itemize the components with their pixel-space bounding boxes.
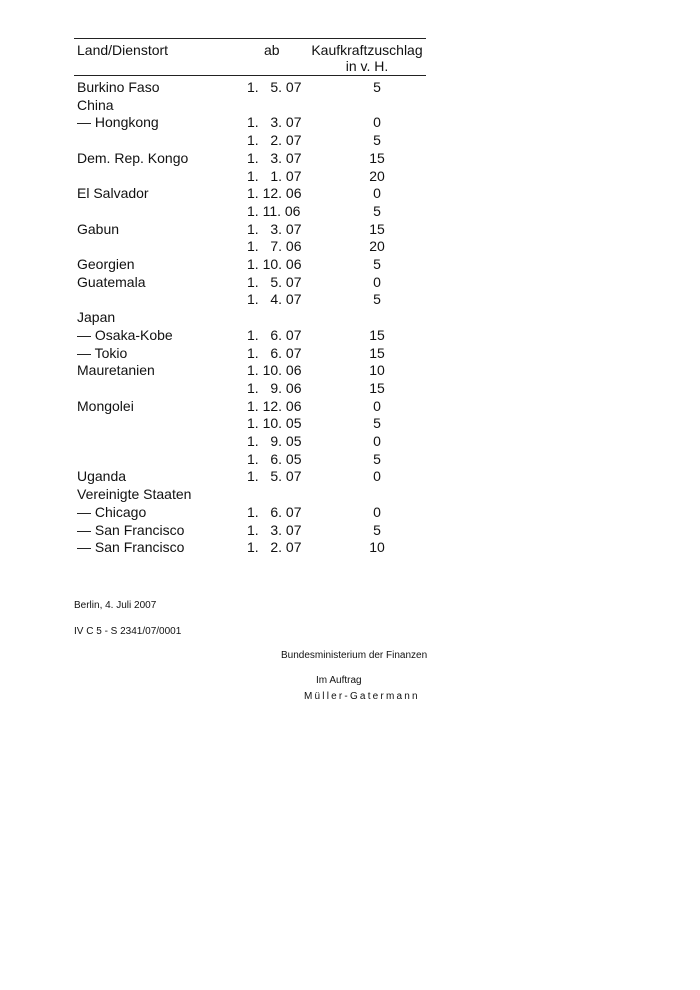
table-row bbox=[74, 202, 426, 220]
header-kkz bbox=[310, 42, 424, 74]
value-cell: 0 bbox=[373, 503, 381, 520]
table-row bbox=[74, 467, 426, 485]
table-row bbox=[74, 450, 426, 468]
value-cell: 15 bbox=[369, 220, 385, 237]
date-cell: 1. 3. 07 bbox=[247, 521, 302, 538]
date-cell: 1. 5. 07 bbox=[247, 273, 302, 290]
country-cell: — San Francisco bbox=[77, 521, 185, 538]
table-row bbox=[74, 361, 426, 379]
table-row bbox=[74, 379, 426, 397]
table-row bbox=[74, 432, 426, 450]
date-cell: 1. 3. 07 bbox=[247, 220, 302, 237]
table-row bbox=[74, 503, 426, 521]
table-row bbox=[74, 521, 426, 539]
value-cell: 0 bbox=[373, 114, 381, 131]
date-cell: 1. 1. 07 bbox=[247, 167, 302, 184]
value-cell: 5 bbox=[373, 415, 381, 432]
value-cell: 0 bbox=[373, 397, 381, 414]
table-row bbox=[74, 414, 426, 432]
date-cell: 1. 6. 07 bbox=[247, 344, 302, 361]
country-cell: — Chicago bbox=[77, 503, 147, 520]
header-date: ab bbox=[264, 42, 280, 58]
on-behalf-label: Im Auftrag bbox=[316, 675, 362, 686]
date-cell: 1. 10. 06 bbox=[247, 362, 302, 379]
value-cell: 0 bbox=[373, 468, 381, 485]
country-cell: — Osaka-Kobe bbox=[77, 326, 173, 343]
date-cell: 1. 6. 07 bbox=[247, 503, 302, 520]
table-row bbox=[74, 131, 426, 149]
date-cell: 1. 7. 06 bbox=[247, 238, 302, 255]
value-cell: 5 bbox=[373, 450, 381, 467]
date-cell: 1. 3. 07 bbox=[247, 114, 302, 131]
value-cell: 0 bbox=[373, 273, 381, 290]
place-date: Berlin, 4. Juli 2007 bbox=[74, 600, 157, 611]
country-cell: Georgien bbox=[77, 256, 135, 272]
date-cell: 1. 6. 05 bbox=[247, 450, 302, 467]
value-cell: 20 bbox=[369, 238, 385, 255]
country-cell: Burkino Faso bbox=[77, 79, 160, 95]
table-row bbox=[74, 308, 426, 326]
date-cell: 1. 5. 07 bbox=[247, 468, 302, 485]
table-row bbox=[74, 184, 426, 202]
value-cell: 15 bbox=[369, 379, 385, 396]
table-row bbox=[74, 397, 426, 415]
value-cell: 10 bbox=[369, 539, 385, 556]
country-cell: Gabun bbox=[77, 220, 120, 237]
table-row bbox=[74, 273, 426, 291]
country-cell: Japan bbox=[77, 309, 116, 326]
reference-number: IV C 5 - S 2341/07/0001 bbox=[74, 626, 182, 637]
table-row bbox=[74, 485, 426, 503]
date-cell: 1. 6. 07 bbox=[247, 326, 302, 343]
value-cell: 15 bbox=[369, 149, 385, 166]
country-cell: Mauretanien bbox=[77, 362, 155, 379]
ministry-name: Bundesministerium der Finanzen bbox=[281, 650, 428, 661]
country-cell: Dem. Rep. Kongo bbox=[77, 149, 189, 166]
value-cell: 20 bbox=[369, 167, 385, 184]
date-cell: 1. 10. 06 bbox=[247, 256, 302, 272]
value-cell: 10 bbox=[369, 362, 385, 379]
kaufkraft-table bbox=[74, 38, 426, 556]
date-cell: 1. 12. 06 bbox=[247, 185, 302, 202]
value-cell: 5 bbox=[373, 132, 381, 149]
value-cell: 0 bbox=[373, 185, 381, 202]
date-cell: 1. 2. 07 bbox=[247, 132, 302, 149]
value-cell: 5 bbox=[373, 79, 381, 95]
value-cell: 5 bbox=[373, 202, 381, 219]
date-cell: 1. 5. 07 bbox=[247, 79, 302, 95]
table-row bbox=[74, 78, 426, 96]
table-row bbox=[74, 538, 426, 556]
date-cell: 1. 3. 07 bbox=[247, 149, 302, 166]
signature-name: Müller-Gatermann bbox=[304, 691, 420, 702]
table-row bbox=[74, 96, 426, 114]
country-cell: China bbox=[77, 96, 114, 113]
date-cell: 1. 12. 06 bbox=[247, 397, 302, 414]
country-cell: — Tokio bbox=[77, 344, 128, 361]
table-row bbox=[74, 167, 426, 185]
header-kkz-line1: Kaufkraftzuschlag bbox=[311, 42, 423, 58]
table-row bbox=[74, 149, 426, 167]
table-row bbox=[74, 237, 426, 255]
date-cell: 1. 10. 05 bbox=[247, 415, 302, 432]
value-cell: 0 bbox=[373, 433, 381, 449]
header-country: Land/Dienstort bbox=[77, 42, 169, 58]
value-cell: 15 bbox=[369, 344, 385, 361]
table-row bbox=[74, 326, 426, 344]
country-cell: Guatemala bbox=[77, 273, 146, 290]
country-cell: El Salvador bbox=[77, 185, 149, 202]
value-cell: 5 bbox=[373, 521, 381, 538]
table-row bbox=[74, 290, 426, 308]
date-cell: 1. 9. 06 bbox=[247, 379, 302, 396]
country-cell: — Hongkong bbox=[77, 114, 159, 131]
table-row bbox=[74, 220, 426, 238]
value-cell: 5 bbox=[373, 291, 381, 308]
date-cell: 1. 4. 07 bbox=[247, 291, 302, 308]
country-cell: Vereinigte Staaten bbox=[77, 486, 192, 503]
date-cell: 1. 9. 05 bbox=[247, 433, 302, 449]
table-row bbox=[74, 113, 426, 131]
value-cell: 15 bbox=[369, 326, 385, 343]
country-cell: Mongolei bbox=[77, 397, 134, 414]
value-cell: 5 bbox=[373, 256, 381, 272]
country-cell: Uganda bbox=[77, 468, 127, 485]
table-row bbox=[74, 344, 426, 362]
table-row bbox=[74, 255, 426, 273]
header-kkz-line2: in v. H. bbox=[345, 58, 389, 74]
date-cell: 1. 2. 07 bbox=[247, 539, 302, 556]
table-header bbox=[74, 38, 426, 76]
date-cell: 1. 11. 06 bbox=[247, 202, 301, 219]
country-cell: — San Francisco bbox=[77, 539, 185, 556]
